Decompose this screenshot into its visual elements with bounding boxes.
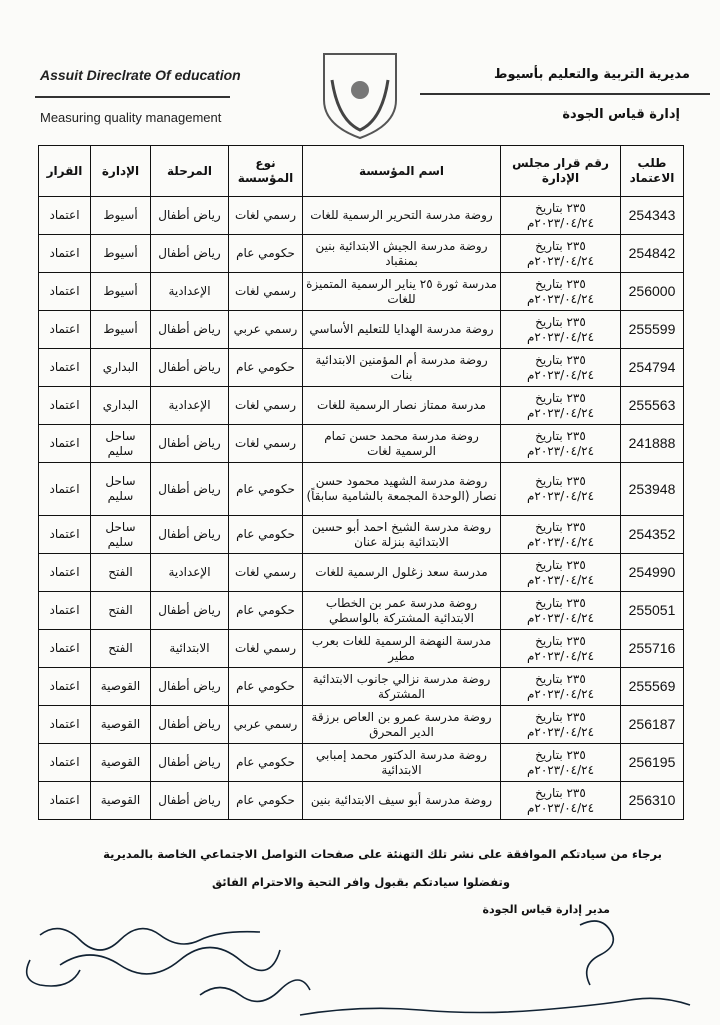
accreditation-table <box>38 145 684 820</box>
table-cell: روضة مدرسة التحرير الرسمية للغات <box>303 197 501 235</box>
table-cell: رياض أطفال <box>151 706 229 744</box>
table-cell: ساحل سليم <box>91 425 151 463</box>
handwritten-signatures <box>0 905 720 1025</box>
table-cell: رياض أطفال <box>151 516 229 554</box>
table-cell: حكومي عام <box>229 463 303 516</box>
table-cell: 255599 <box>621 311 684 349</box>
table-cell: ٢٣٥ بتاريخ ٢٠٢٣/٠٤/٢٤م <box>501 349 621 387</box>
table-cell: الفتح <box>91 554 151 592</box>
table-cell: روضة مدرسة الهدايا للتعليم الأساسي <box>303 311 501 349</box>
table-row <box>39 273 684 311</box>
table-cell: ساحل سليم <box>91 463 151 516</box>
column-header: اسم المؤسسة <box>303 146 501 197</box>
table-cell: 255569 <box>621 668 684 706</box>
table-cell: الفتح <box>91 630 151 668</box>
table-cell: روضة مدرسة الدكتور محمد إمبابي الابتدائية <box>303 744 501 782</box>
table-cell: روضة مدرسة محمد حسن تمام الرسمية لغات <box>303 425 501 463</box>
table-cell: ٢٣٥ بتاريخ ٢٠٢٣/٠٤/٢٤م <box>501 463 621 516</box>
table-cell: رياض أطفال <box>151 463 229 516</box>
table-cell: 241888 <box>621 425 684 463</box>
directorate-logo <box>318 50 402 140</box>
column-header: طلب الاعتماد <box>621 146 684 197</box>
table-cell: ٢٣٥ بتاريخ ٢٠٢٣/٠٤/٢٤م <box>501 387 621 425</box>
table-cell: رسمي لغات <box>229 425 303 463</box>
table-cell: الإعدادية <box>151 554 229 592</box>
table-cell: مدرسة النهضة الرسمية للغات بعرب مطير <box>303 630 501 668</box>
table-cell: روضة مدرسة الشهيد محمود حسن نصار (الوحدة المجمعة بالشامية سابقاً) <box>303 463 501 516</box>
table-cell: الابتدائية <box>151 630 229 668</box>
table-cell: رياض أطفال <box>151 197 229 235</box>
table-cell: رسمي لغات <box>229 554 303 592</box>
table-cell: أسيوط <box>91 273 151 311</box>
table-cell: ٢٣٥ بتاريخ ٢٠٢٣/٠٤/٢٤م <box>501 668 621 706</box>
table-cell: الإعدادية <box>151 273 229 311</box>
table-cell: رسمي لغات <box>229 387 303 425</box>
table-cell: ٢٣٥ بتاريخ ٢٠٢٣/٠٤/٢٤م <box>501 554 621 592</box>
table-header-row <box>39 146 684 197</box>
table-cell: الإعدادية <box>151 387 229 425</box>
table-cell: رياض أطفال <box>151 425 229 463</box>
table-cell: 256187 <box>621 706 684 744</box>
table-cell: حكومي عام <box>229 782 303 820</box>
table-row <box>39 554 684 592</box>
table-row <box>39 311 684 349</box>
table-row <box>39 592 684 630</box>
header-en-title: Assuit Direclrate Of education <box>40 67 241 83</box>
table-cell: 253948 <box>621 463 684 516</box>
table-cell: رياض أطفال <box>151 235 229 273</box>
table-cell: رياض أطفال <box>151 668 229 706</box>
table-cell: روضة مدرسة عمرو بن العاص برزقة الدير المحرق <box>303 706 501 744</box>
table-row <box>39 630 684 668</box>
table-cell: اعتماد <box>39 744 91 782</box>
column-header: القرار <box>39 146 91 197</box>
table-cell: ٢٣٥ بتاريخ ٢٠٢٣/٠٤/٢٤م <box>501 782 621 820</box>
table-cell: حكومي عام <box>229 349 303 387</box>
table-cell: القوصية <box>91 744 151 782</box>
table-cell: ٢٣٥ بتاريخ ٢٠٢٣/٠٤/٢٤م <box>501 592 621 630</box>
divider <box>420 93 710 95</box>
table-cell: اعتماد <box>39 554 91 592</box>
table-cell: أسيوط <box>91 235 151 273</box>
table-cell: 256000 <box>621 273 684 311</box>
table-row <box>39 197 684 235</box>
table-cell: رياض أطفال <box>151 782 229 820</box>
table-cell: القوصية <box>91 668 151 706</box>
table-row <box>39 744 684 782</box>
table-cell: 254352 <box>621 516 684 554</box>
table-cell: روضة مدرسة أم المؤمنين الابتدائية بنات <box>303 349 501 387</box>
table-row <box>39 782 684 820</box>
table-row <box>39 516 684 554</box>
table-cell: ٢٣٥ بتاريخ ٢٠٢٣/٠٤/٢٤م <box>501 706 621 744</box>
table-cell: أسيوط <box>91 197 151 235</box>
table-cell: حكومي عام <box>229 668 303 706</box>
table-row <box>39 668 684 706</box>
divider <box>35 96 230 98</box>
table-cell: مدرسة سعد زغلول الرسمية للغات <box>303 554 501 592</box>
table-cell: رياض أطفال <box>151 744 229 782</box>
table-cell: روضة مدرسة نزالي جانوب الابتدائية المشتركة <box>303 668 501 706</box>
table-cell: اعتماد <box>39 349 91 387</box>
footer-signatory: مدير إدارة قياس الجودة <box>482 903 610 916</box>
table-cell: ٢٣٥ بتاريخ ٢٠٢٣/٠٤/٢٤م <box>501 273 621 311</box>
table-row <box>39 463 684 516</box>
header-ar-subtitle: إدارة قياس الجودة <box>562 107 680 122</box>
table-cell: 256310 <box>621 782 684 820</box>
table-cell: حكومي عام <box>229 235 303 273</box>
table-cell: ٢٣٥ بتاريخ ٢٠٢٣/٠٤/٢٤م <box>501 197 621 235</box>
table-cell: اعتماد <box>39 668 91 706</box>
table-cell: 255051 <box>621 592 684 630</box>
table-cell: حكومي عام <box>229 744 303 782</box>
table-cell: ٢٣٥ بتاريخ ٢٠٢٣/٠٤/٢٤م <box>501 630 621 668</box>
table-cell: 256195 <box>621 744 684 782</box>
table-cell: ٢٣٥ بتاريخ ٢٠٢٣/٠٤/٢٤م <box>501 235 621 273</box>
table-cell: ٢٣٥ بتاريخ ٢٠٢٣/٠٤/٢٤م <box>501 311 621 349</box>
table-cell: البداري <box>91 387 151 425</box>
table-cell: اعتماد <box>39 273 91 311</box>
table-cell: مدرسة ممتاز نصار الرسمية للغات <box>303 387 501 425</box>
header-en-subtitle: Measuring quality management <box>40 110 222 125</box>
table-cell: اعتماد <box>39 706 91 744</box>
column-header: نوع المؤسسة <box>229 146 303 197</box>
table-cell: حكومي عام <box>229 516 303 554</box>
table-cell: اعتماد <box>39 197 91 235</box>
table-cell: اعتماد <box>39 425 91 463</box>
footer-request: برجاء من سيادتكم الموافقة على نشر تلك التهنئة على صفحات التواصل الاجتماعي الخاصة بالمديرية <box>103 847 662 861</box>
column-header: الإدارة <box>91 146 151 197</box>
table-cell: البداري <box>91 349 151 387</box>
table-cell: رسمي عربي <box>229 311 303 349</box>
table-cell: اعتماد <box>39 463 91 516</box>
table-cell: أسيوط <box>91 311 151 349</box>
column-header: رقم قرار مجلس الإدارة <box>501 146 621 197</box>
column-header: المرحلة <box>151 146 229 197</box>
table-cell: ٢٣٥ بتاريخ ٢٠٢٣/٠٤/٢٤م <box>501 425 621 463</box>
header-ar-title: مديرية التربية والتعليم بأسيوط <box>493 67 690 82</box>
table-cell: رسمي لغات <box>229 273 303 311</box>
table-cell: 254794 <box>621 349 684 387</box>
table-row <box>39 387 684 425</box>
table-cell: اعتماد <box>39 630 91 668</box>
table-cell: ٢٣٥ بتاريخ ٢٠٢٣/٠٤/٢٤م <box>501 516 621 554</box>
table-cell: 255563 <box>621 387 684 425</box>
table-cell: حكومي عام <box>229 592 303 630</box>
table-cell: 254990 <box>621 554 684 592</box>
table-cell: روضة مدرسة الجيش الابتدائية بنين بمنقباد <box>303 235 501 273</box>
table-cell: 255716 <box>621 630 684 668</box>
table-cell: رسمي عربي <box>229 706 303 744</box>
table-row <box>39 425 684 463</box>
table-cell: اعتماد <box>39 592 91 630</box>
table-cell: اعتماد <box>39 387 91 425</box>
footer-closing: وتفضلوا سيادتكم بقبول وافر التحية والاحترام الفائق <box>211 875 510 889</box>
table-row <box>39 349 684 387</box>
table-cell: رسمي لغات <box>229 630 303 668</box>
table-cell: اعتماد <box>39 516 91 554</box>
table-cell: رياض أطفال <box>151 592 229 630</box>
table-cell: القوصية <box>91 706 151 744</box>
table-cell: القوصية <box>91 782 151 820</box>
table-row <box>39 706 684 744</box>
table-cell: ساحل سليم <box>91 516 151 554</box>
table-cell: ٢٣٥ بتاريخ ٢٠٢٣/٠٤/٢٤م <box>501 744 621 782</box>
table-cell: رياض أطفال <box>151 311 229 349</box>
table-cell: 254343 <box>621 197 684 235</box>
table-cell: رسمي لغات <box>229 197 303 235</box>
table-cell: روضة مدرسة الشيخ احمد أبو حسين الابتدائية بنزلة عنان <box>303 516 501 554</box>
table-cell: مدرسة ثورة ٢٥ يناير الرسمية المتميزة للغات <box>303 273 501 311</box>
table-cell: اعتماد <box>39 235 91 273</box>
table-cell: اعتماد <box>39 782 91 820</box>
table-cell: الفتح <box>91 592 151 630</box>
table-cell: روضة مدرسة أبو سيف الابتدائية بنين <box>303 782 501 820</box>
table-cell: رياض أطفال <box>151 349 229 387</box>
table-cell: اعتماد <box>39 311 91 349</box>
table-row <box>39 235 684 273</box>
table-cell: 254842 <box>621 235 684 273</box>
table-cell: روضة مدرسة عمر بن الخطاب الابتدائية المشتركة بالواسطي <box>303 592 501 630</box>
